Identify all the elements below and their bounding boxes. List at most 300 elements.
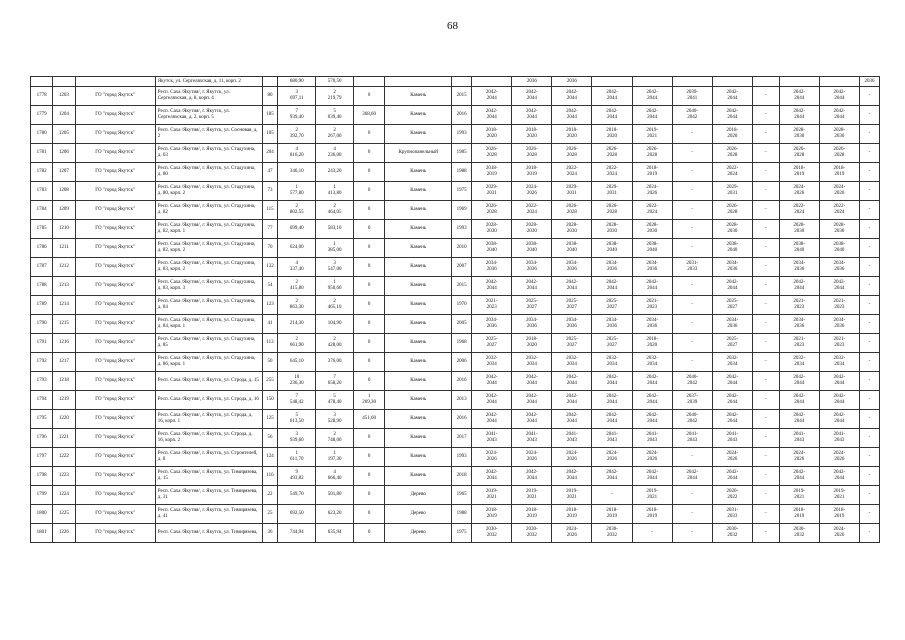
table-cell: 2042- 2044 bbox=[779, 87, 819, 106]
table-cell: 2024- 2026 bbox=[712, 448, 752, 467]
table-cell: 2034- 2036 bbox=[819, 315, 859, 334]
table-cell: 1988 bbox=[452, 505, 472, 524]
table-cell: Дерево bbox=[385, 505, 452, 524]
table-cell: 132 bbox=[262, 258, 278, 277]
table-cell: - bbox=[752, 505, 779, 524]
table-cell: 2 863,30 bbox=[278, 296, 316, 315]
table-cell: - bbox=[859, 429, 879, 448]
table-cell: 1985 bbox=[452, 144, 472, 163]
table-cell: 2042- 2044 bbox=[712, 372, 752, 391]
table-cell: Респ. Саха /Якутия/, г. Якутск, ул. Сергеляхская, д. 2, корп. 5 bbox=[155, 106, 262, 125]
table-cell: 0 bbox=[354, 239, 385, 258]
table-cell: Респ. Саха /Якутия/, г. Якутск, ул. Стадухина, д. 84 bbox=[155, 296, 262, 315]
table-cell: Камень bbox=[385, 391, 452, 410]
table-cell: 2042- 2044 bbox=[472, 372, 512, 391]
table-cell: 2028- 2030 bbox=[819, 125, 859, 144]
table-cell: Дерево bbox=[385, 486, 452, 505]
table-cell: ГО "город Якутск" bbox=[75, 125, 155, 144]
table-cell: 2017 bbox=[452, 429, 472, 448]
table-cell: 1970 bbox=[452, 296, 472, 315]
table-cell: - bbox=[752, 524, 779, 543]
table-cell: - bbox=[672, 277, 712, 296]
table-row bbox=[31, 334, 880, 353]
table-cell: Респ. Саха /Якутия/, г. Якутск, ул. Стадухина, д. 82 bbox=[155, 201, 262, 220]
table-cell: 2024- 2026 bbox=[512, 448, 552, 467]
table-cell: 2042- 2044 bbox=[512, 391, 552, 410]
table-cell: 2042- 2044 bbox=[552, 106, 592, 125]
table-cell: 2019- 2021 bbox=[632, 486, 672, 505]
table-cell: - bbox=[752, 467, 779, 486]
table-cell: 0 bbox=[354, 87, 385, 106]
capital-repair-table bbox=[30, 76, 880, 543]
table-cell bbox=[779, 77, 819, 87]
table-cell: - bbox=[752, 182, 779, 201]
table-cell: 105 bbox=[262, 125, 278, 144]
table-cell: 2025- 2027 bbox=[472, 334, 512, 353]
table-cell: 1781 bbox=[31, 144, 53, 163]
table-cell: 2019- 2021 bbox=[552, 486, 592, 505]
table-cell: 2 661,90 bbox=[278, 334, 316, 353]
table-cell: 1794 bbox=[31, 391, 53, 410]
table-cell: 2042- 2044 bbox=[819, 277, 859, 296]
table-cell: 2042- 2044 bbox=[592, 410, 632, 429]
table-cell: 1224 bbox=[53, 486, 75, 505]
table-cell: 1789 bbox=[31, 296, 53, 315]
table-cell: 1993 bbox=[452, 220, 472, 239]
table-cell: Дерево bbox=[385, 524, 452, 543]
table-cell: 1204 bbox=[53, 106, 75, 125]
table-cell: 0 bbox=[354, 467, 385, 486]
table-cell: - bbox=[859, 410, 879, 429]
table-row bbox=[31, 87, 880, 106]
table-row bbox=[31, 467, 880, 486]
table-cell: ГО "город Якутск" bbox=[75, 448, 155, 467]
table-cell: 2036 bbox=[512, 77, 552, 87]
table-cell: 1223 bbox=[53, 467, 75, 486]
table-cell: 2026- 2028 bbox=[819, 144, 859, 163]
table-cell: 2042- 2044 bbox=[592, 277, 632, 296]
table-cell: 2016 bbox=[452, 372, 472, 391]
table-cell: Респ. Саха /Якутия/, г. Якутск, ул. Стадухина, д. 85 bbox=[155, 334, 262, 353]
table-cell: 2034- 2036 bbox=[712, 315, 752, 334]
table-cell: 2042- 2044 bbox=[592, 106, 632, 125]
table-cell: 2042- 2044 bbox=[672, 467, 712, 486]
table-cell: 2020- 2022 bbox=[712, 486, 752, 505]
table-row bbox=[31, 391, 880, 410]
table-cell: - bbox=[752, 258, 779, 277]
table-cell: 1210 bbox=[53, 220, 75, 239]
table-row bbox=[31, 144, 880, 163]
table-cell: - bbox=[859, 277, 879, 296]
table-cell: 2042- 2044 bbox=[552, 87, 592, 106]
table-cell: 2024- 2026 bbox=[819, 448, 859, 467]
table-cell: ГО "город Якутск" bbox=[75, 505, 155, 524]
table-cell: 2 465,10 bbox=[316, 296, 354, 315]
page-number: 68 bbox=[447, 20, 458, 32]
table-cell: 2029- 2031 bbox=[592, 182, 632, 201]
table-cell: 2032- 2034 bbox=[472, 353, 512, 372]
table-cell: 2025- 2027 bbox=[592, 296, 632, 315]
table-cell: 1 611,70 bbox=[278, 448, 316, 467]
table-cell: - bbox=[859, 182, 879, 201]
table-cell: 150 bbox=[262, 391, 278, 410]
table-cell: 2034- 2036 bbox=[632, 258, 672, 277]
table-cell: 70 bbox=[262, 239, 278, 258]
table-cell: 2032- 2034 bbox=[632, 353, 672, 372]
table-cell: - bbox=[672, 125, 712, 144]
table-cell: 2021- 2023 bbox=[472, 296, 512, 315]
table-cell: 0 bbox=[354, 125, 385, 144]
table-cell: Респ. Саха /Якутия/, г. Якутск, ул. Стадухина, д. 83, корп. 2 bbox=[155, 258, 262, 277]
table-cell: ГО "город Якутск" bbox=[75, 201, 155, 220]
table-cell: ГО "город Якутск" bbox=[75, 239, 155, 258]
table-cell: Камень bbox=[385, 258, 452, 277]
table-cell: 2028- 2030 bbox=[592, 220, 632, 239]
table-cell: 2028- 2030 bbox=[472, 220, 512, 239]
table-cell: Камень bbox=[385, 296, 452, 315]
table-cell: 2042- 2044 bbox=[712, 277, 752, 296]
table-cell: 2024- 2026 bbox=[779, 448, 819, 467]
table-cell: - bbox=[632, 524, 672, 543]
table-cell: - bbox=[752, 144, 779, 163]
table-cell: ГО "город Якутск" bbox=[75, 106, 155, 125]
table-cell: Респ. Саха /Якутия/, г. Якутск, ул. Тимирязева, д. 41 bbox=[155, 505, 262, 524]
table-cell: 2042- 2044 bbox=[712, 391, 752, 410]
table-cell: 2018- 2019 bbox=[512, 505, 552, 524]
table-cell: Респ. Саха /Якутия/, г. Якутск, ул. Сергеляхская, д. 8, корп. 4 bbox=[155, 87, 262, 106]
table-cell: 185 bbox=[262, 106, 278, 125]
table-cell: 2018- 2019 bbox=[592, 505, 632, 524]
table-cell: 2018- 2019 bbox=[779, 163, 819, 182]
table-cell: 2032- 2034 bbox=[712, 353, 752, 372]
table-cell: - bbox=[752, 315, 779, 334]
table-cell: - bbox=[859, 239, 879, 258]
table-cell: 2019- 2021 bbox=[472, 486, 512, 505]
table-cell: - bbox=[752, 163, 779, 182]
table-cell: 2038- 2040 bbox=[552, 239, 592, 258]
table-cell: 623,20 bbox=[316, 505, 354, 524]
table-cell: 0 bbox=[354, 524, 385, 543]
table-cell: 5 478,40 bbox=[316, 391, 354, 410]
table-cell: Камень bbox=[385, 201, 452, 220]
table-cell: 2030- 2032 bbox=[592, 524, 632, 543]
table-cell: 3 528,90 bbox=[316, 410, 354, 429]
table-cell: ГО "город Якутск" bbox=[75, 277, 155, 296]
table-cell: Камень bbox=[385, 125, 452, 144]
table-cell: 2034- 2036 bbox=[779, 315, 819, 334]
table-cell: 7 658,20 bbox=[316, 372, 354, 391]
table-cell: 2042- 2044 bbox=[592, 467, 632, 486]
table-row bbox=[31, 106, 880, 125]
table-cell: - bbox=[752, 429, 779, 448]
table-cell: 2042- 2044 bbox=[779, 372, 819, 391]
table-cell: 1969 bbox=[452, 201, 472, 220]
table-cell: 2022- 2024 bbox=[512, 201, 552, 220]
table-cell: 2034- 2036 bbox=[592, 315, 632, 334]
table-cell: Камень bbox=[385, 239, 452, 258]
table-cell: 4 236,00 bbox=[316, 144, 354, 163]
table-cell: - bbox=[859, 106, 879, 125]
table-cell: 2018- 2019 bbox=[552, 505, 592, 524]
table-cell: 1214 bbox=[53, 296, 75, 315]
table-cell: 2 219,79 bbox=[316, 87, 354, 106]
table-row bbox=[31, 277, 880, 296]
table-cell bbox=[592, 77, 632, 87]
table-cell: 2018- 2019 bbox=[512, 163, 552, 182]
table-cell: - bbox=[672, 220, 712, 239]
table-row bbox=[31, 296, 880, 315]
table-cell: 2040- 2042 bbox=[672, 106, 712, 125]
table-cell: 2032- 2034 bbox=[592, 353, 632, 372]
table-row bbox=[31, 410, 880, 429]
table-cell: 2031- 2033 bbox=[672, 258, 712, 277]
table-cell bbox=[472, 77, 512, 87]
table-cell: 1800 bbox=[31, 505, 53, 524]
table-cell: 2034- 2036 bbox=[779, 258, 819, 277]
table-cell: 1211 bbox=[53, 239, 75, 258]
table-cell: 2030- 2032 bbox=[472, 524, 512, 543]
table-cell: 0 bbox=[354, 448, 385, 467]
table-cell: 2038- 2040 bbox=[712, 239, 752, 258]
table-cell: 2 748,00 bbox=[316, 429, 354, 448]
table-cell: - bbox=[859, 505, 879, 524]
table-cell: 2034- 2036 bbox=[712, 258, 752, 277]
table-cell: 1 413,80 bbox=[316, 182, 354, 201]
table-cell: 2030- 2032 bbox=[779, 524, 819, 543]
table-cell: 2018- 2020 bbox=[592, 125, 632, 144]
table-cell: 1788 bbox=[31, 277, 53, 296]
table-cell: 0 bbox=[354, 315, 385, 334]
table-cell: 113 bbox=[262, 334, 278, 353]
table-cell: 2026- 2028 bbox=[779, 144, 819, 163]
table-cell: 1203 bbox=[53, 87, 75, 106]
table-cell: - bbox=[859, 125, 879, 144]
table-cell: 3 939,60 bbox=[278, 429, 316, 448]
table-cell: 41 bbox=[262, 315, 278, 334]
table-cell: - bbox=[859, 258, 879, 277]
table-cell: 4 666,40 bbox=[316, 467, 354, 486]
table-cell: 0 bbox=[354, 353, 385, 372]
table-cell: - bbox=[859, 144, 879, 163]
table-cell: 1222 bbox=[53, 448, 75, 467]
table-cell: 376,00 bbox=[316, 353, 354, 372]
table-cell: - bbox=[752, 277, 779, 296]
table-cell: - bbox=[859, 334, 879, 353]
table-cell: 2041- 2043 bbox=[552, 429, 592, 448]
table-cell: 2038- 2040 bbox=[512, 239, 552, 258]
table-cell: 2019- 2021 bbox=[632, 125, 672, 144]
table-cell: 73 bbox=[262, 182, 278, 201]
table-cell: 1220 bbox=[53, 410, 75, 429]
table-cell: Респ. Саха /Якутия/, г. Якутск, ул. Тимирязева, bbox=[155, 524, 262, 543]
table-cell: 2042- 2044 bbox=[472, 277, 512, 296]
table-cell: 2041- 2043 bbox=[592, 429, 632, 448]
table-cell: ГО "город Якутск" bbox=[75, 87, 155, 106]
table-cell: Респ. Саха /Якутия/, г. Якутск, ул. Строда, д. 16, корп. 2 bbox=[155, 429, 262, 448]
table-cell: 1993 bbox=[452, 125, 472, 144]
table-cell: 2016 bbox=[452, 106, 472, 125]
table-cell: 116 bbox=[262, 467, 278, 486]
table-cell: 2018- 2019 bbox=[819, 163, 859, 182]
table-cell: ГО "город Якутск" bbox=[75, 486, 155, 505]
table-cell: 0 bbox=[354, 429, 385, 448]
table-cell: 2042- 2044 bbox=[632, 467, 672, 486]
table-cell: - bbox=[859, 163, 879, 182]
table-cell: 2026- 2028 bbox=[472, 144, 512, 163]
table-cell: 635,94 bbox=[316, 524, 354, 543]
table-cell: 2042- 2044 bbox=[592, 391, 632, 410]
table-cell: 1 577,80 bbox=[278, 182, 316, 201]
table-cell: - bbox=[752, 296, 779, 315]
table-cell: 2042- 2044 bbox=[779, 410, 819, 429]
table-cell: 1785 bbox=[31, 220, 53, 239]
table-cell: 124 bbox=[262, 448, 278, 467]
table-cell: 2034- 2036 bbox=[592, 258, 632, 277]
table-cell bbox=[75, 77, 155, 87]
table-cell: 22 bbox=[262, 486, 278, 505]
table-cell bbox=[819, 77, 859, 87]
table-cell: 2042- 2044 bbox=[632, 391, 672, 410]
table-cell: 1 385,00 bbox=[316, 239, 354, 258]
table-cell: Респ. Саха /Якутия/, г. Якутск, ул. Стадухина, д. 82, корп. 1 bbox=[155, 220, 262, 239]
table-cell: 2022- 2024 bbox=[632, 201, 672, 220]
table-cell: 2022- 2024 bbox=[779, 201, 819, 220]
table-cell bbox=[385, 77, 452, 87]
table-cell: 2015 bbox=[452, 87, 472, 106]
table-cell: 1786 bbox=[31, 239, 53, 258]
table-cell: ГО "город Якутск" bbox=[75, 391, 155, 410]
table-cell: 5 613,50 bbox=[278, 410, 316, 429]
table-cell: Респ. Саха /Якутия/, г. Якутск, ул. Стадухина, д. 80, корп. 2 bbox=[155, 182, 262, 201]
table-cell: 1 197,30 bbox=[316, 448, 354, 467]
table-cell: 2042- 2044 bbox=[819, 106, 859, 125]
table-cell: ГО "город Якутск" bbox=[75, 410, 155, 429]
table-cell: Камень bbox=[385, 163, 452, 182]
table-cell bbox=[31, 77, 53, 87]
table-cell: 744,94 bbox=[278, 524, 316, 543]
table-cell: 2040- 2042 bbox=[672, 410, 712, 429]
table-cell: 10 236,30 bbox=[278, 372, 316, 391]
table-cell: 2029- 2031 bbox=[552, 182, 592, 201]
table-cell: 1213 bbox=[53, 277, 75, 296]
table-cell: 2034- 2036 bbox=[552, 315, 592, 334]
table-cell: 2024- 2026 bbox=[552, 448, 592, 467]
table-cell: 2034- 2036 bbox=[472, 315, 512, 334]
table-cell: 2042- 2044 bbox=[819, 372, 859, 391]
table-cell: Камень bbox=[385, 220, 452, 239]
table-cell: 2042- 2044 bbox=[712, 106, 752, 125]
table-cell: - bbox=[672, 524, 712, 543]
table-cell: 2041- 2043 bbox=[819, 429, 859, 448]
table-cell: 2042- 2044 bbox=[779, 277, 819, 296]
table-cell: 2026- 2028 bbox=[712, 144, 752, 163]
table-cell: 2029- 2031 bbox=[472, 182, 512, 201]
table-cell: 2024- 2026 bbox=[819, 524, 859, 543]
table-row bbox=[31, 429, 880, 448]
table-cell: Респ. Саха /Якутия/, г. Якутск, ул. Стадухина, д. 82, корп. 2 bbox=[155, 239, 262, 258]
table-cell: 1975 bbox=[452, 182, 472, 201]
table-cell: 2042- 2044 bbox=[819, 467, 859, 486]
table-cell: 1783 bbox=[31, 182, 53, 201]
table-row bbox=[31, 239, 880, 258]
table-cell: 4 337,40 bbox=[278, 258, 316, 277]
table-cell: 1798 bbox=[31, 467, 53, 486]
table-cell: 0 bbox=[354, 334, 385, 353]
table-cell: 2016 bbox=[452, 410, 472, 429]
table-cell: 2042- 2044 bbox=[592, 87, 632, 106]
table-cell: 699,40 bbox=[278, 220, 316, 239]
table-cell: 104,90 bbox=[316, 315, 354, 334]
table-cell: 1779 bbox=[31, 106, 53, 125]
table-cell: 125 bbox=[262, 410, 278, 429]
table-cell: 2042- 2044 bbox=[512, 372, 552, 391]
table-cell: 255 bbox=[262, 372, 278, 391]
table-cell: 2041- 2043 bbox=[472, 429, 512, 448]
table-cell: 2028- 2030 bbox=[552, 220, 592, 239]
table-cell: 2019- 2021 bbox=[819, 486, 859, 505]
table-cell: 0 bbox=[354, 220, 385, 239]
table-cell: 2042- 2044 bbox=[712, 410, 752, 429]
table-cell: - bbox=[672, 353, 712, 372]
table-cell: 1799 bbox=[31, 486, 53, 505]
table-cell: - bbox=[752, 410, 779, 429]
table-row bbox=[31, 372, 880, 391]
table-row bbox=[31, 448, 880, 467]
table-cell: 2015 bbox=[452, 277, 472, 296]
table-cell: 2032- 2034 bbox=[819, 353, 859, 372]
table-cell: 2042- 2044 bbox=[632, 87, 672, 106]
table-row bbox=[31, 201, 880, 220]
table-cell: 2028- 2030 bbox=[779, 220, 819, 239]
table-cell: 2042- 2044 bbox=[472, 106, 512, 125]
table-cell: 2042- 2044 bbox=[592, 372, 632, 391]
table-cell: 2006 bbox=[452, 353, 472, 372]
table-cell: 2025- 2027 bbox=[552, 334, 592, 353]
table-cell: - bbox=[752, 334, 779, 353]
table-cell: 56 bbox=[262, 429, 278, 448]
table-cell: 2026- 2028 bbox=[592, 201, 632, 220]
table-cell: 2018- 2020 bbox=[512, 334, 552, 353]
table-cell: - bbox=[752, 448, 779, 467]
table-cell: 1212 bbox=[53, 258, 75, 277]
table-cell: 1787 bbox=[31, 258, 53, 277]
table-cell: 1218 bbox=[53, 372, 75, 391]
table-cell: 50 bbox=[262, 353, 278, 372]
table-cell: Респ. Саха /Якутия/, г. Якутск, ул. Сосновая, д. 2 bbox=[155, 125, 262, 144]
table-cell: 368,60 bbox=[354, 106, 385, 125]
table-cell: ГО "город Якутск" bbox=[75, 296, 155, 315]
table-cell: 0 bbox=[354, 277, 385, 296]
table-cell: 2042- 2044 bbox=[512, 277, 552, 296]
table-cell: 1793 bbox=[31, 372, 53, 391]
table-cell bbox=[354, 77, 385, 87]
table-cell: ГО "город Якутск" bbox=[75, 334, 155, 353]
table-cell: 692,50 bbox=[278, 505, 316, 524]
table-cell: 0 bbox=[354, 505, 385, 524]
table-cell: 0 bbox=[354, 163, 385, 182]
table-cell: 346,10 bbox=[278, 163, 316, 182]
table-cell: Респ. Саха /Якутия/, г. Якутск, ул. Строда, д. 15 bbox=[155, 372, 262, 391]
table-cell: - bbox=[672, 201, 712, 220]
table-cell: - bbox=[859, 372, 879, 391]
table-cell: 2024- 2026 bbox=[819, 182, 859, 201]
table-row bbox=[31, 258, 880, 277]
table-cell: 2042- 2044 bbox=[712, 467, 752, 486]
table-cell: - bbox=[672, 486, 712, 505]
table-cell: 243,20 bbox=[316, 163, 354, 182]
table-cell: ГО "город Якутск" bbox=[75, 429, 155, 448]
table-cell: 2042- 2044 bbox=[632, 277, 672, 296]
